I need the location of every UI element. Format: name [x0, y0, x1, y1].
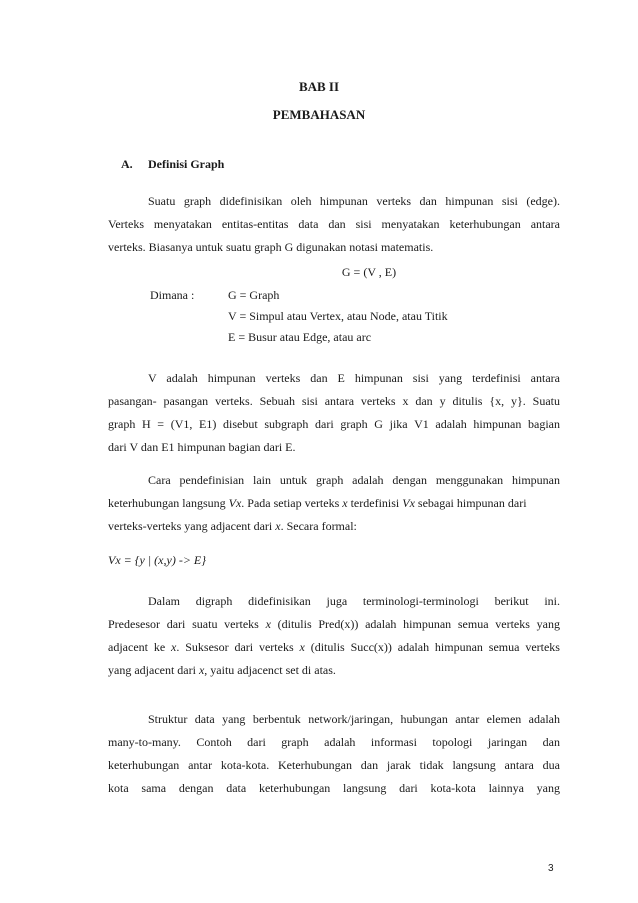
paragraph-line: pasangan- pasangan verteks. Sebuah sisi antara verteks x dan y ditulis {x, y}. Suatu [108, 394, 560, 408]
page-number: 3 [548, 863, 554, 874]
definition-item: G = Graph [228, 288, 280, 302]
paragraph-line: keterhubungan langsung Vx. Pada setiap verteks x terdefinisi Vx sebagai himpunan dari [108, 496, 527, 510]
paragraph-line: Suatu graph didefinisikan oleh himpunan verteks dan himpunan sisi (edge). [148, 194, 560, 208]
paragraph-line: Cara pendefinisian lain untuk graph adalah dengan menggunakan himpunan [148, 473, 560, 487]
paragraph-line: V adalah himpunan verteks dan E himpunan sisi yang terdefinisi antara [148, 371, 560, 385]
chapter-title: PEMBAHASAN [272, 107, 366, 122]
paragraph-line: Verteks menyatakan entitas-entitas data dan sisi menyatakan keterhubungan antara [108, 217, 560, 231]
paragraph-line: dari V dan E1 himpunan bagian dari E. [108, 440, 296, 454]
paragraph-line: Struktur data yang berbentuk network/jaringan, hubungan antar elemen adalah [148, 712, 560, 726]
section-title: Definisi Graph [148, 157, 225, 171]
graph-notation-formula: G = (V , E) [341, 265, 397, 279]
paragraph-line: keterhubungan antar kota-kota. Keterhubungan dan jarak tidak langsung antara dua [108, 758, 560, 772]
definitions-label: Dimana : [150, 288, 195, 302]
paragraph-line: kota sama dengan data keterhubungan langsung dari kota-kota lainnya yang [108, 781, 560, 795]
definition-item: E = Busur atau Edge, atau arc [228, 330, 372, 344]
paragraph-line: Dalam digraph didefinisikan juga terminologi-terminologi berikut ini. [148, 594, 560, 608]
paragraph-line: verteks-verteks yang adjacent dari x. Secara formal: [108, 519, 357, 533]
section-number: A. [121, 157, 133, 171]
paragraph-line: many-to-many. Contoh dari graph adalah informasi topologi jaringan dan [108, 735, 560, 749]
chapter-heading: BAB II [298, 79, 340, 94]
formal-definition: Vx = {y | (x,y) -> E} [108, 553, 207, 567]
paragraph-line: verteks. Biasanya untuk suatu graph G digunakan notasi matematis. [108, 240, 434, 254]
definition-item: V = Simpul atau Vertex, atau Node, atau Titik [228, 309, 448, 323]
paragraph-line: Predesesor dari suatu verteks x (ditulis Pred(x)) adalah himpunan semua verteks yang [108, 617, 560, 631]
paragraph-line: graph H = (V1, E1) disebut subgraph dari graph G jika V1 adalah himpunan bagian [108, 417, 560, 431]
section-heading [121, 157, 224, 172]
paragraph-line: adjacent ke x. Suksesor dari verteks x (ditulis Succ(x)) adalah himpunan semua verteks [108, 640, 560, 654]
paragraph-line: yang adjacent dari x, yaitu adjacenct set di atas. [108, 663, 336, 677]
